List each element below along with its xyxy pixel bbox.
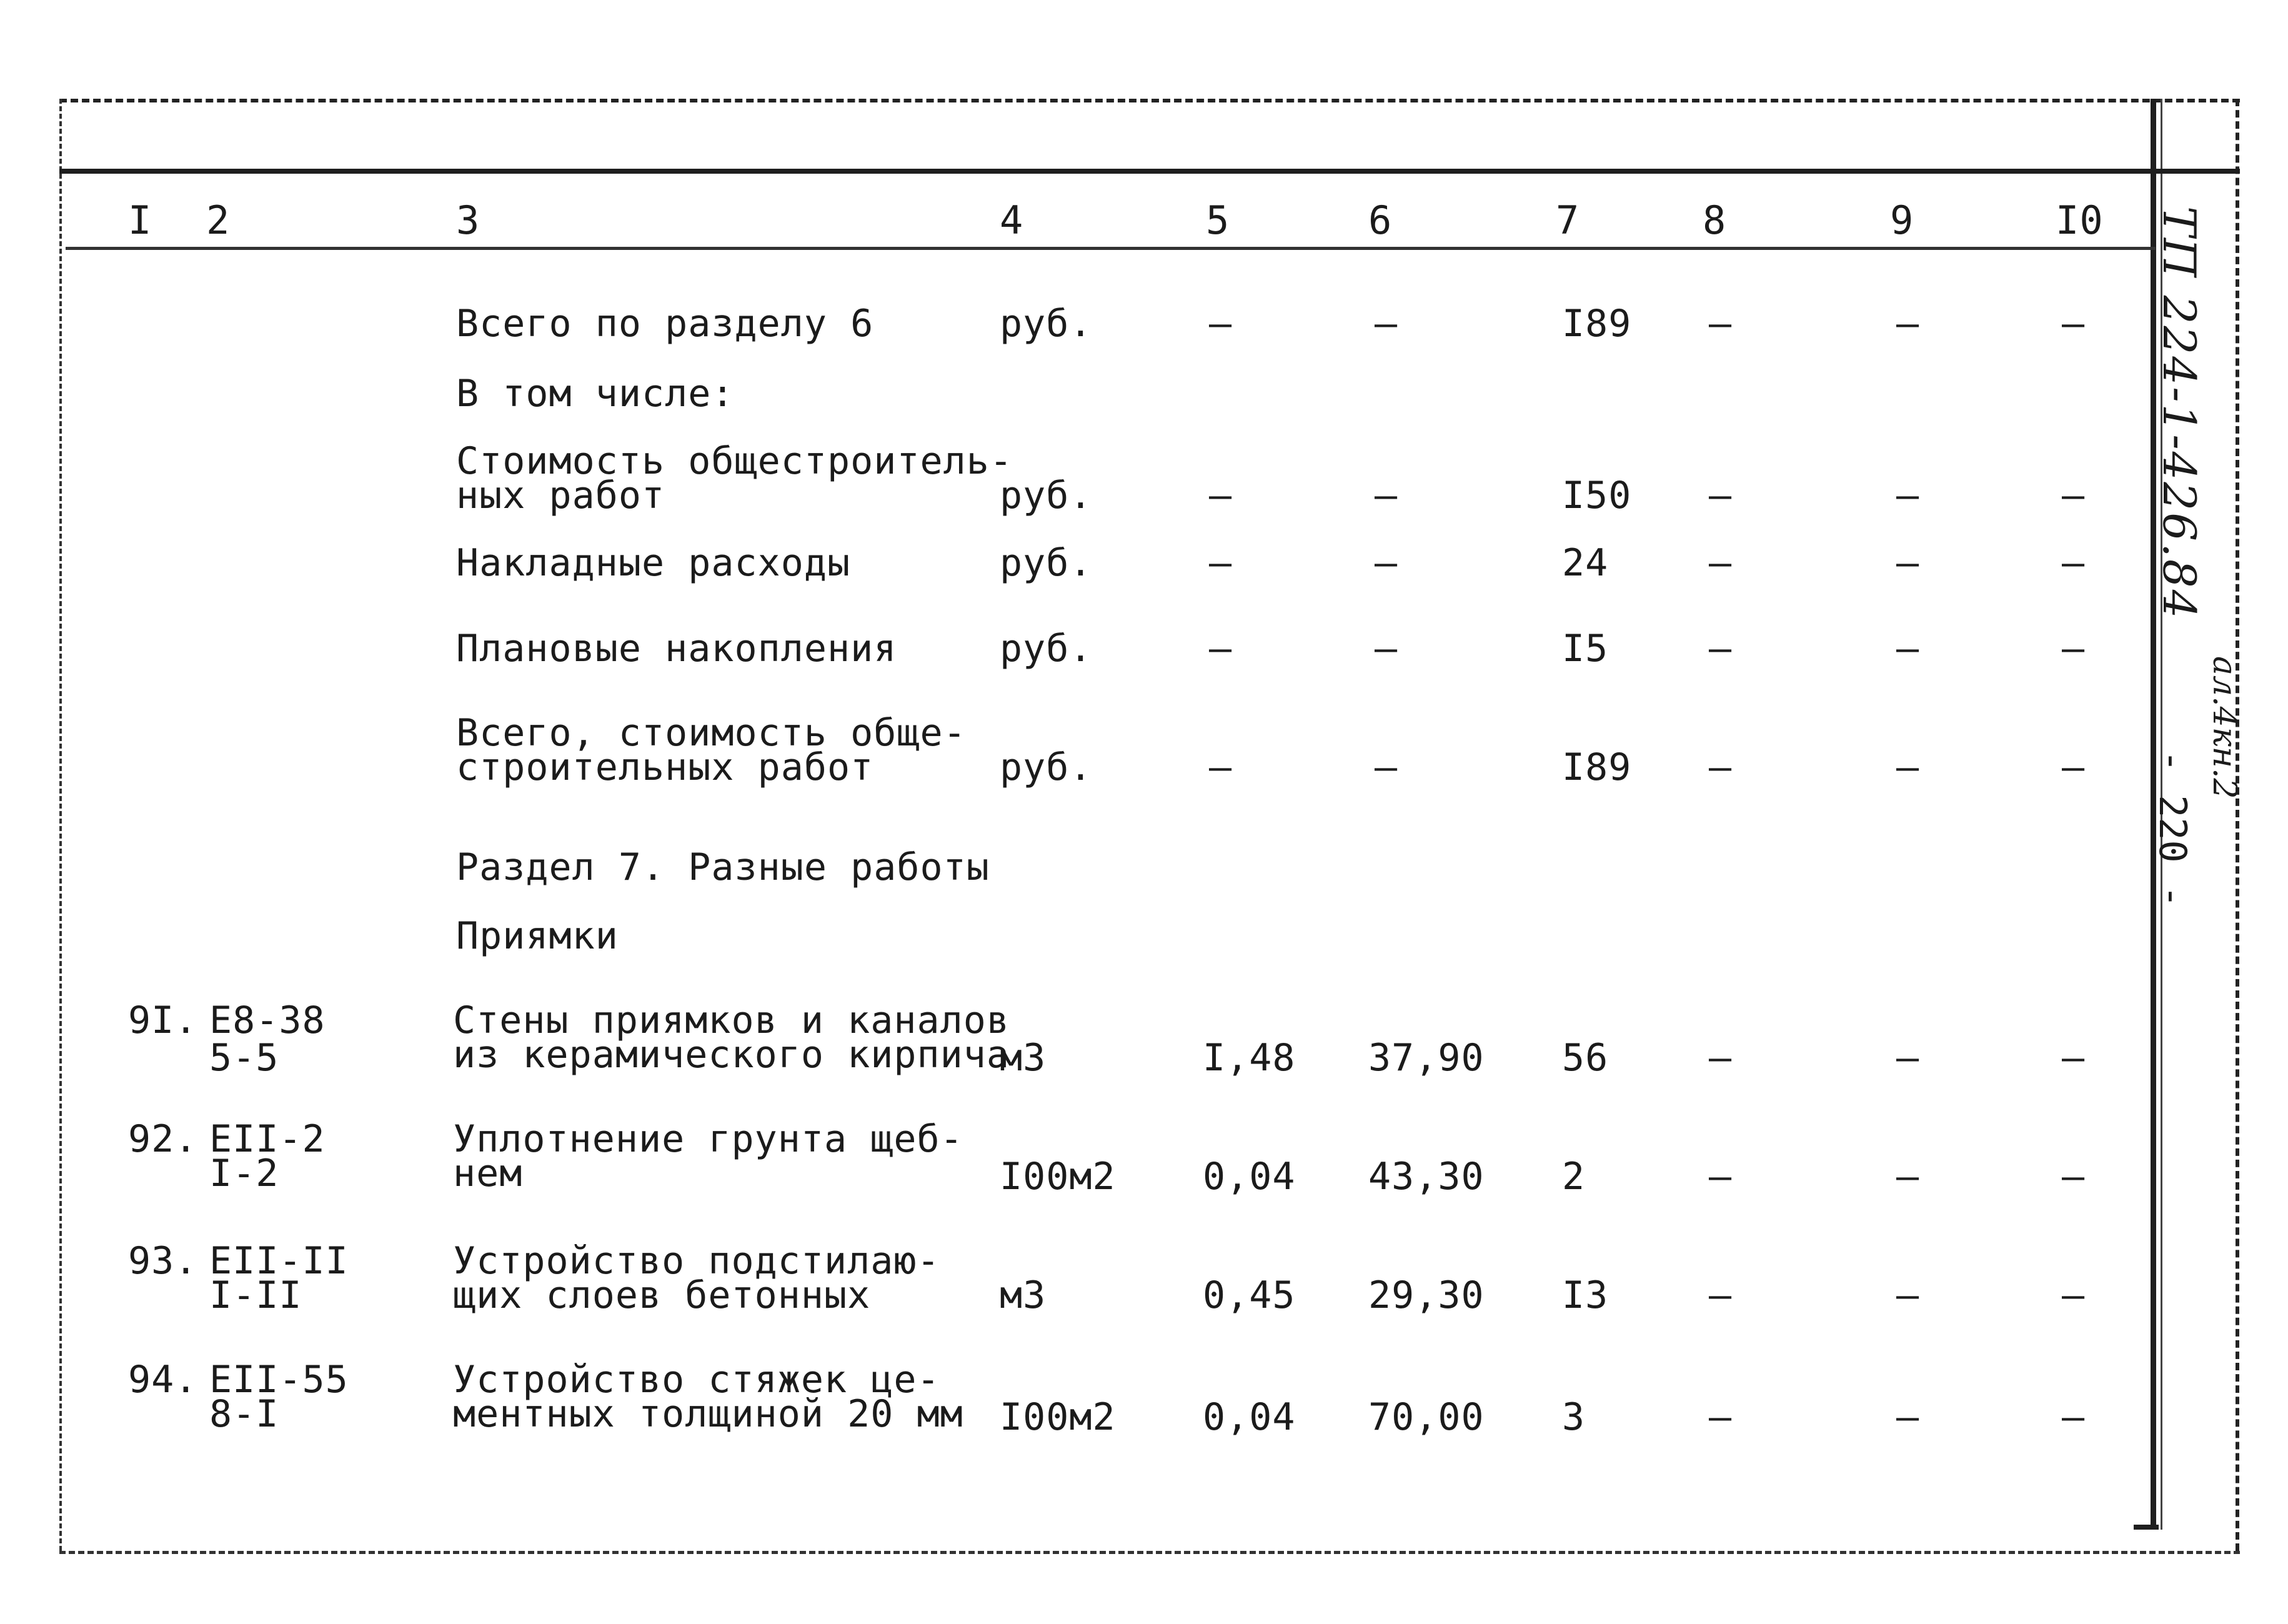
page-number: - 220 - — [2151, 750, 2194, 908]
col10-cell: – — [2062, 627, 2086, 670]
col8-cell: – — [1709, 474, 1733, 517]
col5-cell: – — [1209, 302, 1233, 346]
col-header-2: 2 — [206, 197, 231, 243]
col-header-7: 7 — [1556, 197, 1580, 243]
work-description-line2: щих слоев бетонных — [453, 1273, 871, 1317]
col10-cell: – — [2062, 474, 2086, 517]
unit-cell: I00м2 — [1000, 1395, 1116, 1439]
col6-cell: – — [1375, 745, 1398, 789]
col8-cell: – — [1709, 1036, 1733, 1080]
summary-text: Всего по разделу 6 — [456, 302, 874, 346]
table-header-bottom-rule — [66, 247, 2156, 250]
table-header-top-rule — [59, 169, 2240, 174]
document-code: ТП 224-1-426.84 — [2153, 206, 2206, 620]
unit-cell: руб. — [1000, 627, 1093, 670]
unit-price-cell: 29,30 — [1368, 1273, 1485, 1317]
col9-cell: – — [1896, 1036, 1920, 1080]
unit-cell: руб. — [1000, 302, 1093, 346]
unit-price-cell: 37,90 — [1368, 1036, 1485, 1080]
section-title: Раздел 7. Разные работы — [456, 845, 990, 889]
unit-cell: руб. — [1000, 474, 1093, 517]
col10-cell: – — [2062, 1036, 2086, 1080]
page-border-left — [59, 99, 62, 1551]
unit-price-cell: 70,00 — [1368, 1395, 1485, 1439]
col10-cell: – — [2062, 1395, 2086, 1439]
col-header-9: 9 — [1890, 197, 1914, 243]
unit-cell: м3 — [1000, 1273, 1047, 1317]
section-subtitle: Приямки — [456, 914, 619, 958]
page-border-top — [59, 99, 2240, 102]
title-block-end-mark — [2134, 1525, 2159, 1530]
col7-cell: I5 — [1562, 627, 1609, 670]
rate-code-line1: Е8-38 — [209, 999, 326, 1042]
summary-text: Плановые накопления — [456, 627, 897, 670]
unit-cell: м3 — [1000, 1036, 1047, 1080]
total-cell: 3 — [1562, 1395, 1586, 1439]
col8-cell: – — [1709, 627, 1733, 670]
work-description-line1: Стены приямков и каналов — [453, 999, 1010, 1042]
col5-cell: – — [1209, 627, 1233, 670]
col8-cell: – — [1709, 302, 1733, 346]
col9-cell: – — [1896, 1395, 1920, 1439]
col8-cell: – — [1709, 1155, 1733, 1198]
col-header-1: I — [128, 197, 152, 243]
summary-text-line1: Всего, стоимость обще- — [456, 711, 967, 755]
rate-code-line1: ЕII-55 — [209, 1358, 349, 1402]
col8-cell: – — [1709, 541, 1733, 585]
col-header-4: 4 — [1000, 197, 1024, 243]
quantity-cell: 0,04 — [1203, 1155, 1296, 1198]
rate-code-line1: ЕII-II — [209, 1239, 349, 1283]
col5-cell: – — [1209, 745, 1233, 789]
rate-code-line2: 5-5 — [209, 1036, 279, 1080]
col-header-6: 6 — [1368, 197, 1393, 243]
page-border-right — [2236, 99, 2239, 1551]
work-description-line2: нем — [453, 1152, 523, 1195]
including-label: В том числе: — [456, 372, 735, 416]
summary-text-line1: Стоимость общестроитель- — [456, 439, 1013, 483]
unit-cell: руб. — [1000, 745, 1093, 789]
col-header-10: I0 — [2056, 197, 2104, 243]
work-description-line1: Уплотнение грунта щеб- — [453, 1117, 963, 1161]
total-cell: I3 — [1562, 1273, 1609, 1317]
col9-cell: – — [1896, 627, 1920, 670]
row-number: 94. — [128, 1358, 198, 1402]
col10-cell: – — [2062, 541, 2086, 585]
col6-cell: – — [1375, 541, 1398, 585]
col9-cell: – — [1896, 541, 1920, 585]
row-number: 93. — [128, 1239, 198, 1283]
col9-cell: – — [1896, 302, 1920, 346]
col7-cell: I89 — [1562, 302, 1632, 346]
col-header-5: 5 — [1206, 197, 1230, 243]
col-header-8: 8 — [1703, 197, 1727, 243]
col7-cell: I50 — [1562, 474, 1632, 517]
col8-cell: – — [1709, 745, 1733, 789]
rate-code-line2: I-II — [209, 1273, 302, 1317]
col8-cell: – — [1709, 1273, 1733, 1317]
col9-cell: – — [1896, 745, 1920, 789]
work-description-line2: из керамического кирпича — [453, 1033, 1010, 1077]
col9-cell: – — [1896, 1273, 1920, 1317]
rate-code-line1: ЕII-2 — [209, 1117, 326, 1161]
col6-cell: – — [1375, 302, 1398, 346]
total-cell: 56 — [1562, 1036, 1609, 1080]
unit-price-cell: 43,30 — [1368, 1155, 1485, 1198]
page-border-bottom — [59, 1551, 2240, 1554]
col9-cell: – — [1896, 474, 1920, 517]
quantity-cell: I,48 — [1203, 1036, 1296, 1080]
col-header-3: 3 — [456, 197, 480, 243]
col7-cell: 24 — [1562, 541, 1609, 585]
col10-cell: – — [2062, 1273, 2086, 1317]
col5-cell: – — [1209, 541, 1233, 585]
sheet-reference: ал.4кн.2 — [2206, 656, 2243, 799]
col6-cell: – — [1375, 627, 1398, 670]
summary-text-line2: ных работ — [456, 474, 665, 517]
work-description-line1: Устройство подстилаю- — [453, 1239, 940, 1283]
col10-cell: – — [2062, 745, 2086, 789]
total-cell: 2 — [1562, 1155, 1586, 1198]
col8-cell: – — [1709, 1395, 1733, 1439]
col7-cell: I89 — [1562, 745, 1632, 789]
row-number: 9I. — [128, 999, 198, 1042]
work-description-line1: Устройство стяжек це- — [453, 1358, 940, 1402]
work-description-line2: ментных толщиной 20 мм — [453, 1392, 963, 1436]
col5-cell: – — [1209, 474, 1233, 517]
quantity-cell: 0,45 — [1203, 1273, 1296, 1317]
quantity-cell: 0,04 — [1203, 1395, 1296, 1439]
summary-text: Накладные расходы — [456, 541, 851, 585]
row-number: 92. — [128, 1117, 198, 1161]
summary-text-line2: строительных работ — [456, 745, 874, 789]
col10-cell: – — [2062, 302, 2086, 346]
unit-cell: руб. — [1000, 541, 1093, 585]
col9-cell: – — [1896, 1155, 1920, 1198]
unit-cell: I00м2 — [1000, 1155, 1116, 1198]
col10-cell: – — [2062, 1155, 2086, 1198]
rate-code-line2: I-2 — [209, 1152, 279, 1195]
rate-code-line2: 8-I — [209, 1392, 279, 1436]
col6-cell: – — [1375, 474, 1398, 517]
